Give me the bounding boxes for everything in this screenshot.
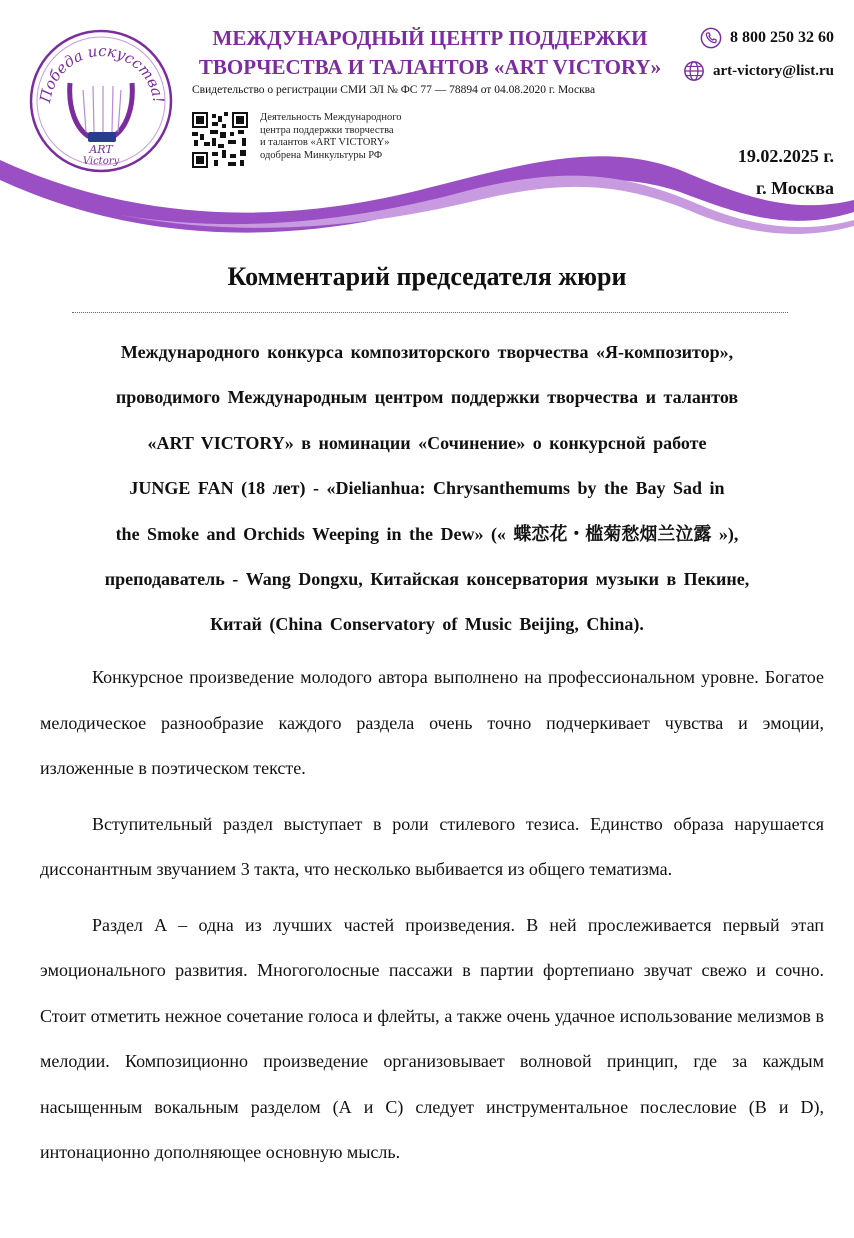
document-city: г. Москва (756, 178, 834, 198)
phone-number: 8 800 250 32 60 (730, 29, 834, 46)
subtitle-line: проводимого Международным центром поддержки творчества и талантов (115, 387, 739, 408)
approval-line: и талантов «ART VICTORY» (260, 137, 390, 148)
subtitle-line: the Smoke and Orchids Weeping in the Dew» (« 蝶恋花・槛菊愁烟兰泣露 »), (115, 523, 739, 544)
subtitle-line: JUNGE FAN (18 лет) - «Dielianhua: Chrysanthemums by the Bay Sad in (129, 478, 725, 499)
approval-line: одобрена Минкультуры РФ (260, 149, 383, 161)
phone-icon (700, 27, 722, 49)
ministry-approval-note (260, 112, 435, 162)
subtitle-line: преподаватель - Wang Dongxu, Китайская консерватория музыки в Пекине, (104, 569, 750, 590)
document-body (40, 655, 824, 1186)
subtitle-line: Международного конкурса композиторского творчества «Я-композитор», (120, 342, 734, 362)
approval-line: Деятельность Международного (260, 112, 402, 123)
globe-icon (683, 60, 705, 82)
registration-text: Свидетельство о регистрации СМИ ЭЛ № ФС 77 — 78894 от 04.08.2020 г. Москва (192, 84, 596, 96)
email-address: art-victory@list.ru (713, 62, 834, 79)
contact-email[interactable] (683, 60, 834, 82)
logo-line1: ART (89, 143, 113, 156)
org-title (190, 24, 670, 82)
subtitle-line: «ART VICTORY» в номинации «Сочинение» о конкурсной работе (147, 432, 707, 453)
title-divider (72, 312, 788, 313)
lyre-logo-icon (28, 28, 174, 174)
document-date-block (738, 140, 834, 204)
contact-phone[interactable] (700, 27, 834, 49)
body-paragraph: Конкурсное произведение молодого автора выполнено на профессиональном уровне. Богатое мелодическое разнообразие каждого раздела очень точно подчеркивает чувства и эмоции, изложенные в поэтическом тексте. (40, 667, 824, 778)
org-title-line2: ТВОРЧЕСТВА И ТАЛАНТОВ «ART VICTORY» (198, 55, 662, 79)
page-title: Комментарий председателя жюри (227, 262, 627, 291)
org-title-line1: МЕЖДУНАРОДНЫЙ ЦЕНТР ПОДДЕРЖКИ (212, 26, 648, 50)
logo-arc-text: Победа искусства! (36, 41, 168, 105)
body-paragraph: Вступительный раздел выступает в роли стилевого тезиса. Единство образа нарушается диссонантным звучанием 3 такта, что несколько выбивается из общего тематизма. (40, 813, 824, 879)
logo-line2: Victory (82, 156, 120, 167)
subtitle-line: Китай (China Conservatory of Music Beijing, China). (210, 614, 644, 635)
document-date: 19.02.2025 г. (737, 146, 834, 166)
org-logo (28, 28, 174, 174)
qr-code-icon (192, 112, 248, 168)
approval-line: центра поддержки творчества (260, 124, 394, 136)
body-paragraph: Раздел А – одна из лучших частей произведения. В ней прослеживается первый этап эмоционального развития. Многоголосные пассажи в партии фортепиано звучат свежо и сочно. Стоит отметить нежное сочетание голоса и флейты, а также очень удачное использование мелизмов в мелодии. Композиционно произведение организовывает волновой принцип, где за каждым насыщенным вокальным разделом (А и С) следует инструментальное послесловие (В и D), интонационно дополняющее основную мысль. (40, 914, 824, 1162)
document-subtitle (50, 330, 804, 648)
